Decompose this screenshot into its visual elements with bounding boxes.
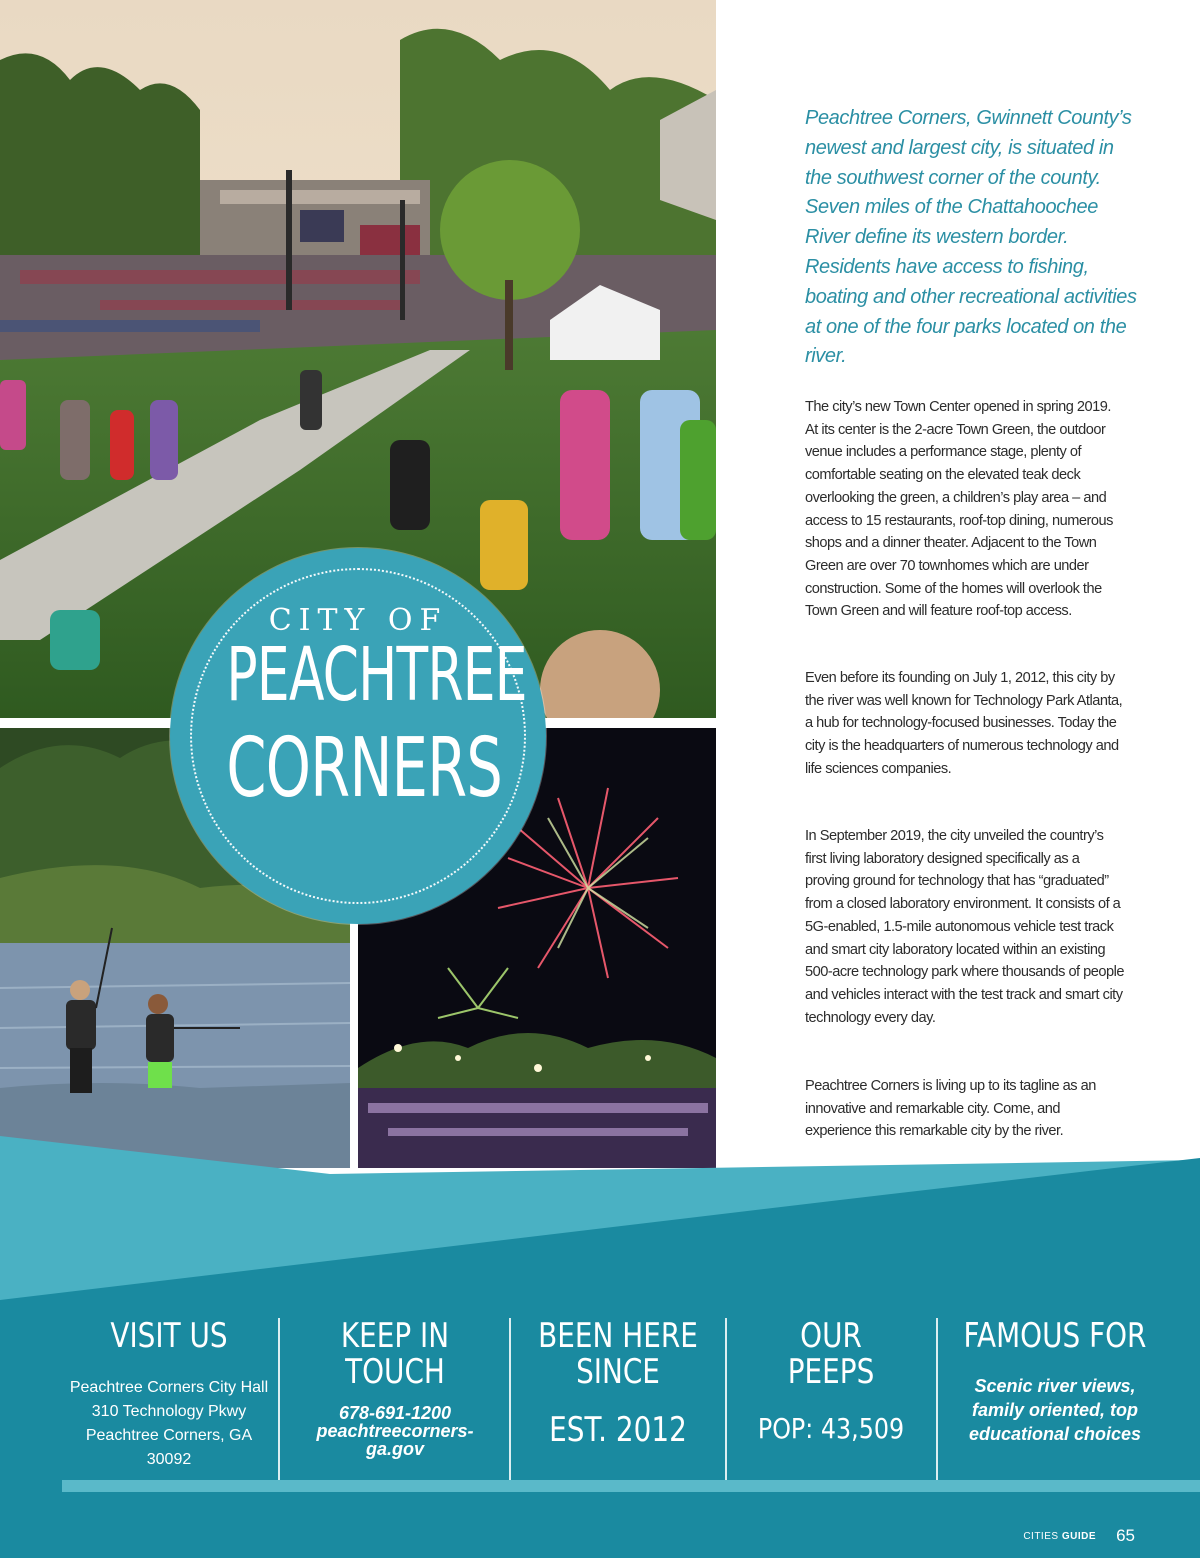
been-here-since-block: [512, 1318, 724, 1450]
famous-for-block: [940, 1318, 1170, 1446]
our-peeps-title-2: PEEPS: [787, 1352, 875, 1392]
famous-line-3: educational choices: [968, 1424, 1142, 1444]
seal-peachtree: PEACHTREE: [226, 632, 527, 718]
divider: [278, 1318, 280, 1480]
keep-in-touch-title-2: TOUCH: [345, 1352, 445, 1392]
visit-us-block: [62, 1318, 276, 1472]
publication-label-light: CITIES: [1023, 1531, 1062, 1542]
visit-address-line-1: Peachtree Corners City Hall: [69, 1379, 269, 1396]
visit-address-line-3: Peachtree Corners, GA: [85, 1427, 253, 1444]
population: POP: 43,509: [757, 1412, 905, 1445]
established-year: EST. 2012: [549, 1410, 687, 1450]
keep-in-touch-title-1: KEEP IN: [340, 1316, 450, 1356]
visit-address-line-2: 310 Technology Pkwy: [91, 1403, 247, 1420]
body-paragraph-founding: Even before its founding on July 1, 2012, this city by the river was well known for Technology Park Atlanta, a hub for technology-focused businesses. Today the city is the headquarters of numerous technology and life sciences companies.: [805, 670, 1123, 777]
publication-label: [1023, 1531, 1096, 1542]
phone-number[interactable]: 678-691-1200: [338, 1403, 452, 1423]
website-line-2[interactable]: ga.gov: [365, 1439, 424, 1459]
intro-paragraph: Peachtree Corners, Gwinnett County’s newest and largest city, is situated in the southwest corner of the county. Seven miles of the Chattahoochee River define its western border. Residents have access to fishing, boating and other recreational activities at one of the four parks located on the river.: [805, 107, 1137, 368]
been-here-since-title-1: BEEN HERE: [538, 1316, 698, 1356]
our-peeps-title-1: OUR: [800, 1316, 862, 1356]
publication-label-bold: GUIDE: [1061, 1531, 1096, 1542]
seal-city-of: CITY OF: [268, 603, 448, 638]
body-paragraph-tagline: Peachtree Corners is living up to its tagline as an innovative and remarkable city. Come, and experience this remarkable city by the river.: [805, 1078, 1096, 1140]
divider: [509, 1318, 511, 1480]
famous-line-1: Scenic river views,: [974, 1376, 1136, 1396]
famous-line-2: family oriented, top: [971, 1400, 1139, 1420]
our-peeps-block: [728, 1318, 934, 1445]
seal-corners: CORNERS: [226, 721, 503, 816]
website-line-1[interactable]: peachtreecorners-: [316, 1421, 474, 1441]
body-paragraph-town-center: The city’s new Town Center opened in spring 2019. At its center is the 2-acre Town Green, the outdoor venue includes a performance stage, plenty of comfortable seating on the elevated teak deck overlooking the green, a children’s play area – and access to 15 restaurants, roof-top dining, numerous shops and a dinner theater. Adjacent to the Town Green are over 70 townhomes which are under construction. Some of the homes will overlook the Town Green and will feature roof-top access.: [805, 399, 1113, 620]
divider: [936, 1318, 938, 1480]
famous-for-title: FAMOUS FOR: [963, 1316, 1147, 1356]
keep-in-touch-block: [282, 1318, 508, 1458]
body-paragraph-living-lab: In September 2019, the city unveiled the country’s first living laboratory designed specifically as a proving ground for technology that has “graduated” from a closed laboratory environment. It consists of a 5G-enabled, 1.5-mile autonomous vehicle test track and smart city laboratory located within an existing 500-acre technology park where thousands of people and vehicles interact with the test track and smart city technology every day.: [805, 828, 1124, 1026]
page-number: 65: [1116, 1526, 1135, 1545]
visit-us-title: VISIT US: [110, 1316, 228, 1356]
visit-address-line-4: 30092: [146, 1451, 192, 1468]
divider: [725, 1318, 727, 1480]
been-here-since-title-2: SINCE: [576, 1352, 660, 1392]
city-seal: [170, 548, 546, 924]
